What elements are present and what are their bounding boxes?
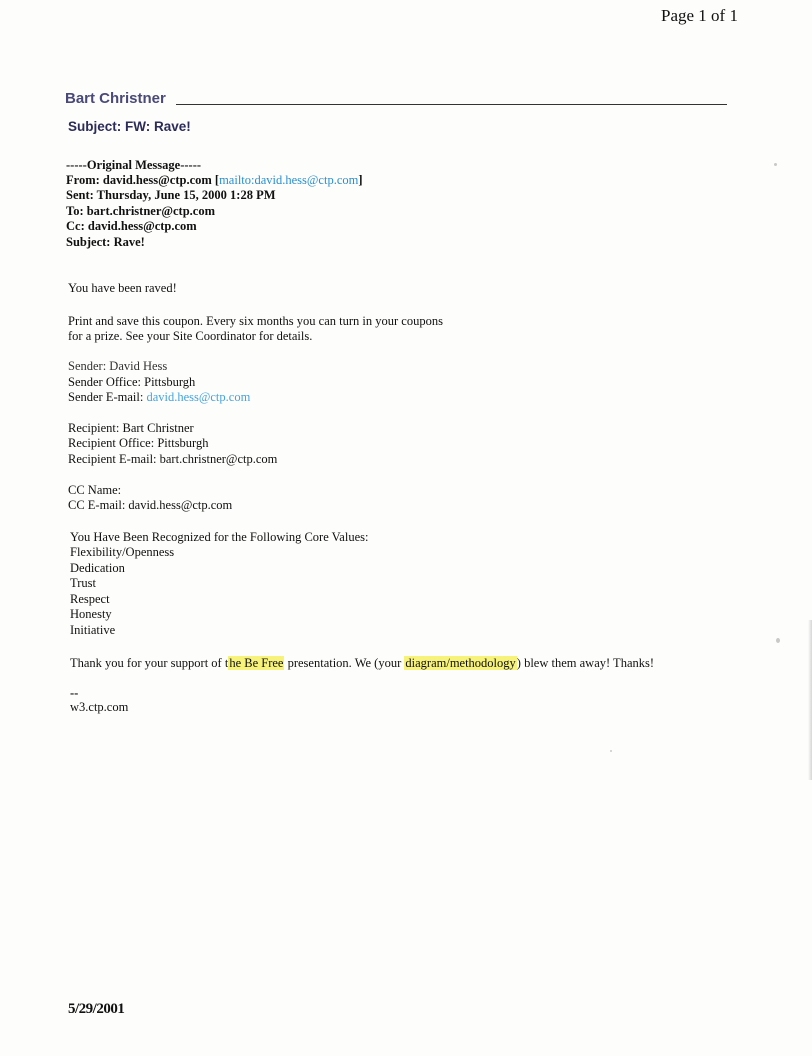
instructions-line-2: for a prize. See your Site Coordinator for details.	[68, 329, 313, 343]
sender-email-label: Sender E-mail:	[68, 390, 144, 404]
core-value-item: Dedication	[70, 561, 125, 575]
core-value-item: Initiative	[70, 623, 116, 637]
recipient-name-line: Recipient: Bart Christner	[68, 421, 194, 435]
highlighted-be-free: he Be Free	[229, 656, 284, 670]
print-date: 5/29/2001	[68, 1001, 125, 1017]
sender-name: Bart Christner	[65, 90, 166, 107]
original-message-title: -----Original Message-----	[66, 158, 202, 172]
greeting-text: You have been raved!	[68, 281, 177, 295]
from-line	[66, 173, 363, 188]
sender-email-line	[68, 390, 250, 405]
recipient-office-line: Recipient Office: Pittsburgh	[68, 436, 209, 450]
thanks-text-2: presentation. We (your	[284, 656, 405, 670]
mailto-link[interactable]: mailto:david.hess@ctp.com	[219, 173, 359, 187]
core-value-item: Honesty	[70, 607, 112, 621]
to-line: To: bart.christner@ctp.com	[66, 204, 215, 218]
cc-email-line: CC E-mail: david.hess@ctp.com	[68, 498, 233, 512]
from-email: david.hess@ctp.com	[102, 173, 212, 187]
highlighted-diagram-methodology: diagram/methodology	[405, 656, 516, 670]
thanks-line	[70, 656, 654, 671]
page-number: Page 1 of 1	[661, 6, 738, 25]
original-subject-line: Subject: Rave!	[66, 235, 145, 249]
header-divider	[176, 104, 727, 105]
cc-name-line: CC Name:	[68, 483, 122, 497]
scan-speck	[610, 750, 612, 752]
sender-email-link[interactable]: david.hess@ctp.com	[146, 390, 251, 404]
recipient-email-line: Recipient E-mail: bart.christner@ctp.com	[68, 452, 278, 466]
sender-name-line: Sender: David Hess	[68, 359, 168, 373]
cc-line: Cc: david.hess@ctp.com	[66, 219, 197, 233]
scan-speck	[774, 163, 777, 166]
signature-site: w3.ctp.com	[70, 700, 129, 714]
scan-edge-shadow	[808, 620, 812, 780]
core-value-item: Respect	[70, 592, 110, 606]
from-bracket-open: [	[214, 173, 220, 187]
core-value-item: Trust	[70, 576, 96, 590]
from-bracket-close: ]	[358, 173, 363, 187]
thanks-text-3: ) blew them away! Thanks!	[516, 656, 655, 670]
signature-dashes: --	[70, 686, 79, 700]
email-subject: Subject: FW: Rave!	[68, 119, 191, 134]
sent-line: Sent: Thursday, June 15, 2000 1:28 PM	[66, 188, 276, 202]
from-label: From:	[66, 173, 100, 187]
scan-speck	[776, 638, 780, 643]
instructions-line-1: Print and save this coupon. Every six months you can turn in your coupons	[68, 314, 443, 328]
core-value-item: Flexibility/Openness	[70, 545, 175, 559]
core-values-heading: You Have Been Recognized for the Following Core Values:	[70, 530, 369, 544]
thanks-text-1: Thank you for your support of t	[70, 656, 229, 670]
sender-office-line: Sender Office: Pittsburgh	[68, 375, 196, 389]
